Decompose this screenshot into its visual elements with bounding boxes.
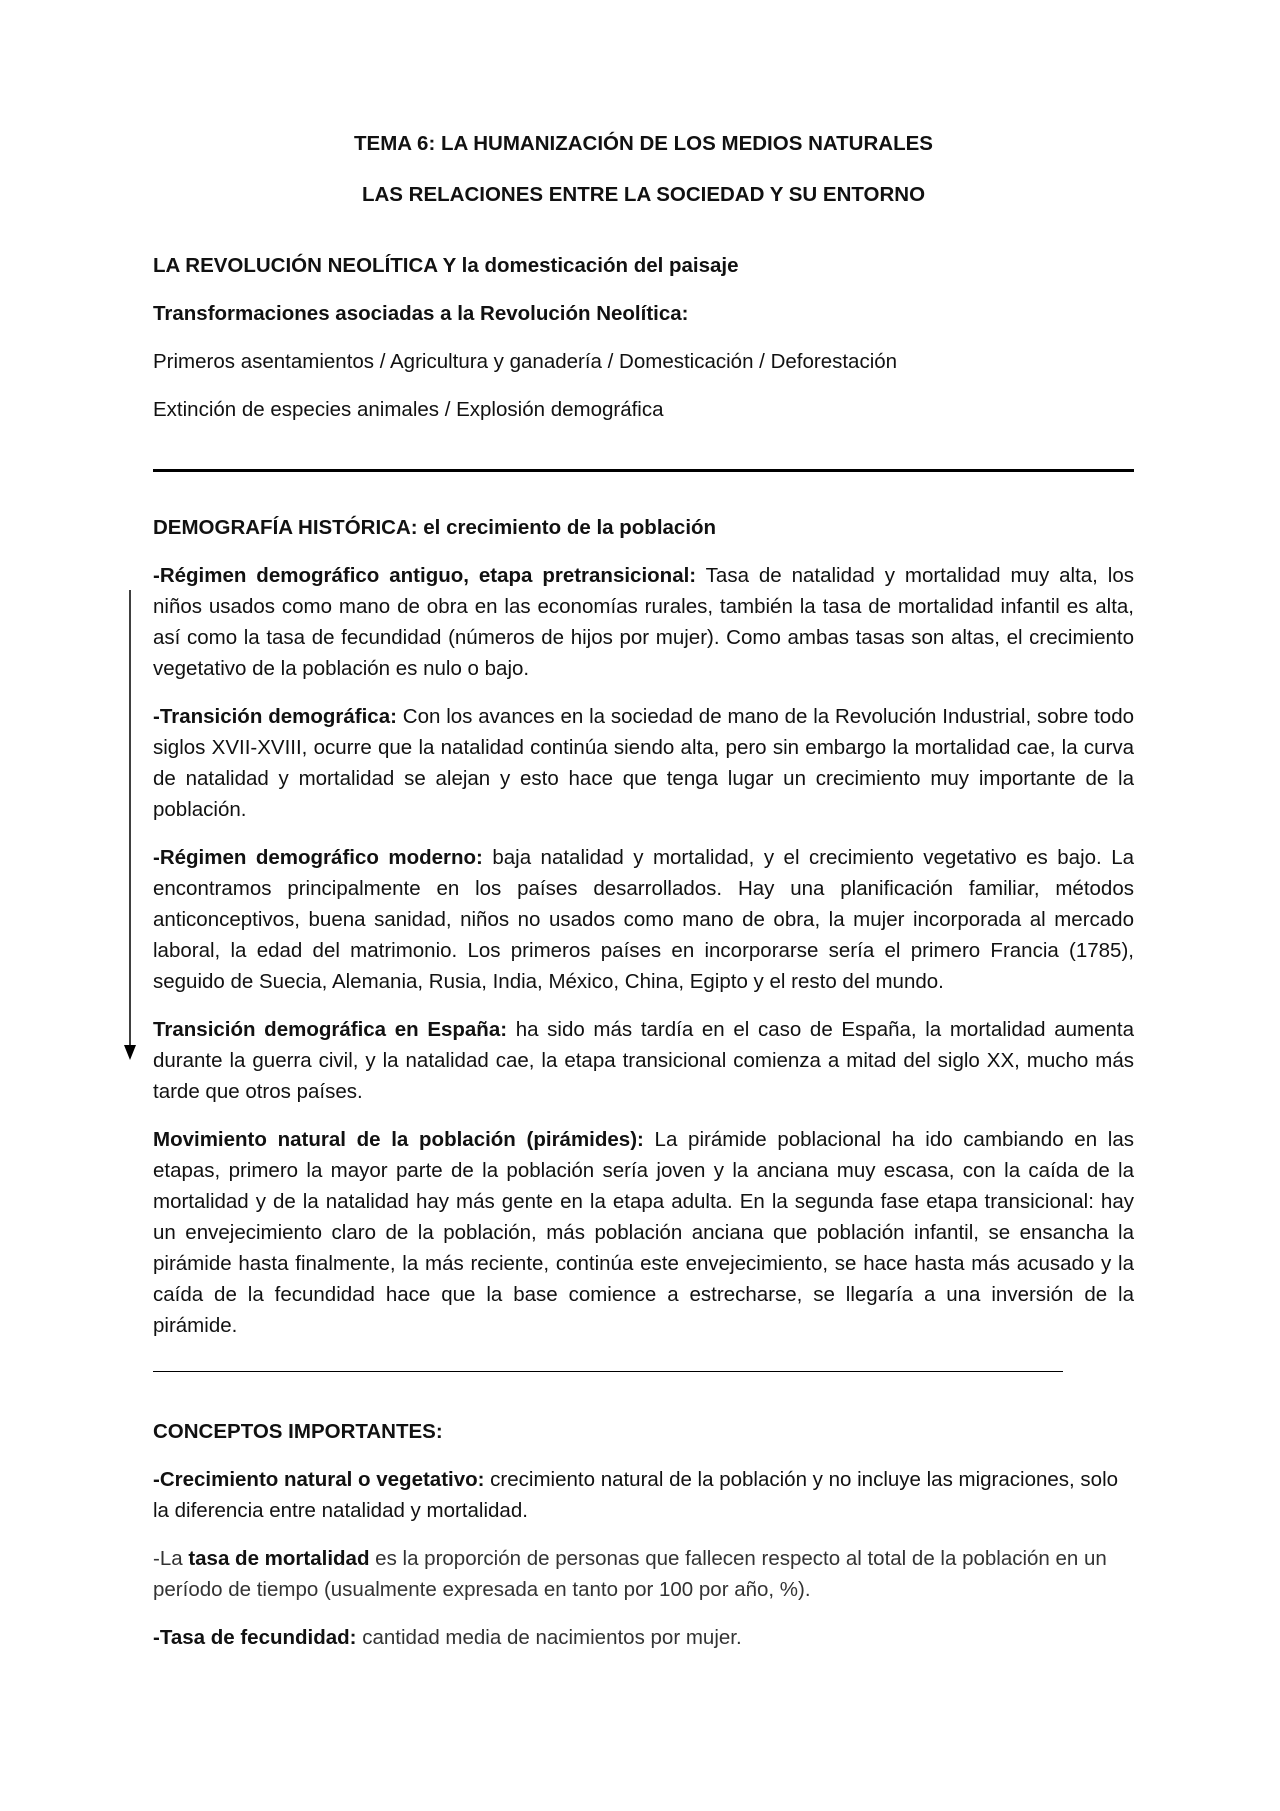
- demography-item-modern-regime: [153, 842, 1134, 997]
- definition: Con los avances en la sociedad de mano de la Revolución Industrial, sobre todo siglos XVII-XVIII, ocurre que la natalidad continúa siendo alta, pero sin embargo la mortalidad cae, la curva de natalidad y mortalidad se alejan y esto hace que tenga lugar un crecimiento muy importante de la población.: [153, 705, 1135, 821]
- document-subtitle: LAS RELACIONES ENTRE LA SOCIEDAD Y SU ENTORNO: [361, 183, 926, 206]
- term: -Crecimiento natural o vegetativo:: [153, 1468, 485, 1491]
- definition: La pirámide poblacional ha ido cambiando en las etapas, primero la mayor parte de la población sería joven y la anciana muy escasa, con la caída de la mortalidad y de la natalidad hay más gente en la etapa adulta. En la segunda fase etapa transicional: hay un envejecimiento claro de la población, más población anciana que población infantil, se ensancha la pirámide hasta finalmente, la más reciente, continúa este envejecimiento, se hace hasta más acusado y la caída de la fecundidad hace que la base comience a estrecharse, se llegaría a una inversión de la pirámide.: [153, 1128, 1134, 1337]
- demography-heading: DEMOGRAFÍA HISTÓRICA: el crecimiento de la población: [153, 516, 717, 539]
- term: -Régimen demográfico moderno:: [153, 846, 483, 869]
- demography-item-spain: [153, 1014, 1134, 1107]
- concept-natural-growth: [153, 1464, 1134, 1526]
- concept-fertility-rate: [153, 1622, 1134, 1653]
- definition: es la proporción de personas que fallecen respecto al total de la población en un período de tiempo (usualmente expresada en tanto por 100 por año, %).: [153, 1547, 1107, 1601]
- term: Transición demográfica en España:: [153, 1018, 508, 1041]
- concepts-heading: CONCEPTOS IMPORTANTES:: [153, 1420, 443, 1443]
- document-title: TEMA 6: LA HUMANIZACIÓN DE LOS MEDIOS NATURALES: [354, 132, 933, 155]
- term: Movimiento natural de la población (pirámides):: [153, 1128, 644, 1151]
- concept-mortality-rate: [153, 1543, 1134, 1605]
- demography-item-old-regime: [153, 560, 1134, 684]
- section-divider-thick: [153, 469, 1134, 472]
- neolithic-line-2: Extinción de especies animales / Explosión demográfica: [153, 398, 664, 421]
- term: -Tasa de fecundidad:: [153, 1626, 357, 1649]
- prefix: -La: [153, 1547, 189, 1570]
- document-body: [153, 128, 1134, 1670]
- term: -Régimen demográfico antiguo, etapa pretransicional:: [153, 564, 697, 587]
- definition: cantidad media de nacimientos por mujer.: [356, 1626, 742, 1649]
- definition: Tasa de natalidad y mortalidad muy alta, los niños usados como mano de obra en las economías rurales, también la tasa de mortalidad infantil es alta, así como la tasa de fecundidad (números de hijos por mujer). Como ambas tasas son altas, el crecimiento vegetativo de la población es nulo o bajo.: [153, 564, 1134, 680]
- section-divider-thin: [153, 1371, 1063, 1372]
- term: tasa de mortalidad: [188, 1547, 370, 1570]
- definition: crecimiento natural de la población y no incluye las migraciones, solo la diferencia entre natalidad y mortalidad.: [153, 1468, 1119, 1522]
- term: -Transición demográfica:: [153, 705, 397, 728]
- neolithic-subheading: Transformaciones asociadas a la Revolución Neolítica:: [153, 302, 689, 325]
- neolithic-line-1: Primeros asentamientos / Agricultura y ganadería / Domesticación / Deforestación: [153, 350, 898, 373]
- neolithic-heading: LA REVOLUCIÓN NEOLÍTICA Y la domesticación del paisaje: [153, 254, 739, 277]
- demography-item-transition: [153, 701, 1134, 825]
- timeline-arrow-icon: [124, 590, 136, 1060]
- definition: baja natalidad y mortalidad, y el crecimiento vegetativo es bajo. La encontramos principalmente en los países desarrollados. Hay una planificación familiar, métodos anticonceptivos, buena sanidad, niños no usados como mano de obra, la mujer incorporada al mercado laboral, la edad del matrimonio. Los primeros países en incorporarse sería el primero Francia (1785), seguido de Suecia, Alemania, Rusia, India, México, China, Egipto y el resto del mundo.: [153, 846, 1134, 993]
- definition: ha sido más tardía en el caso de España, la mortalidad aumenta durante la guerra civil, y la natalidad cae, la etapa transicional comienza a mitad del siglo XX, mucho más tarde que otros países.: [153, 1018, 1134, 1103]
- demography-item-pyramids: [153, 1124, 1134, 1341]
